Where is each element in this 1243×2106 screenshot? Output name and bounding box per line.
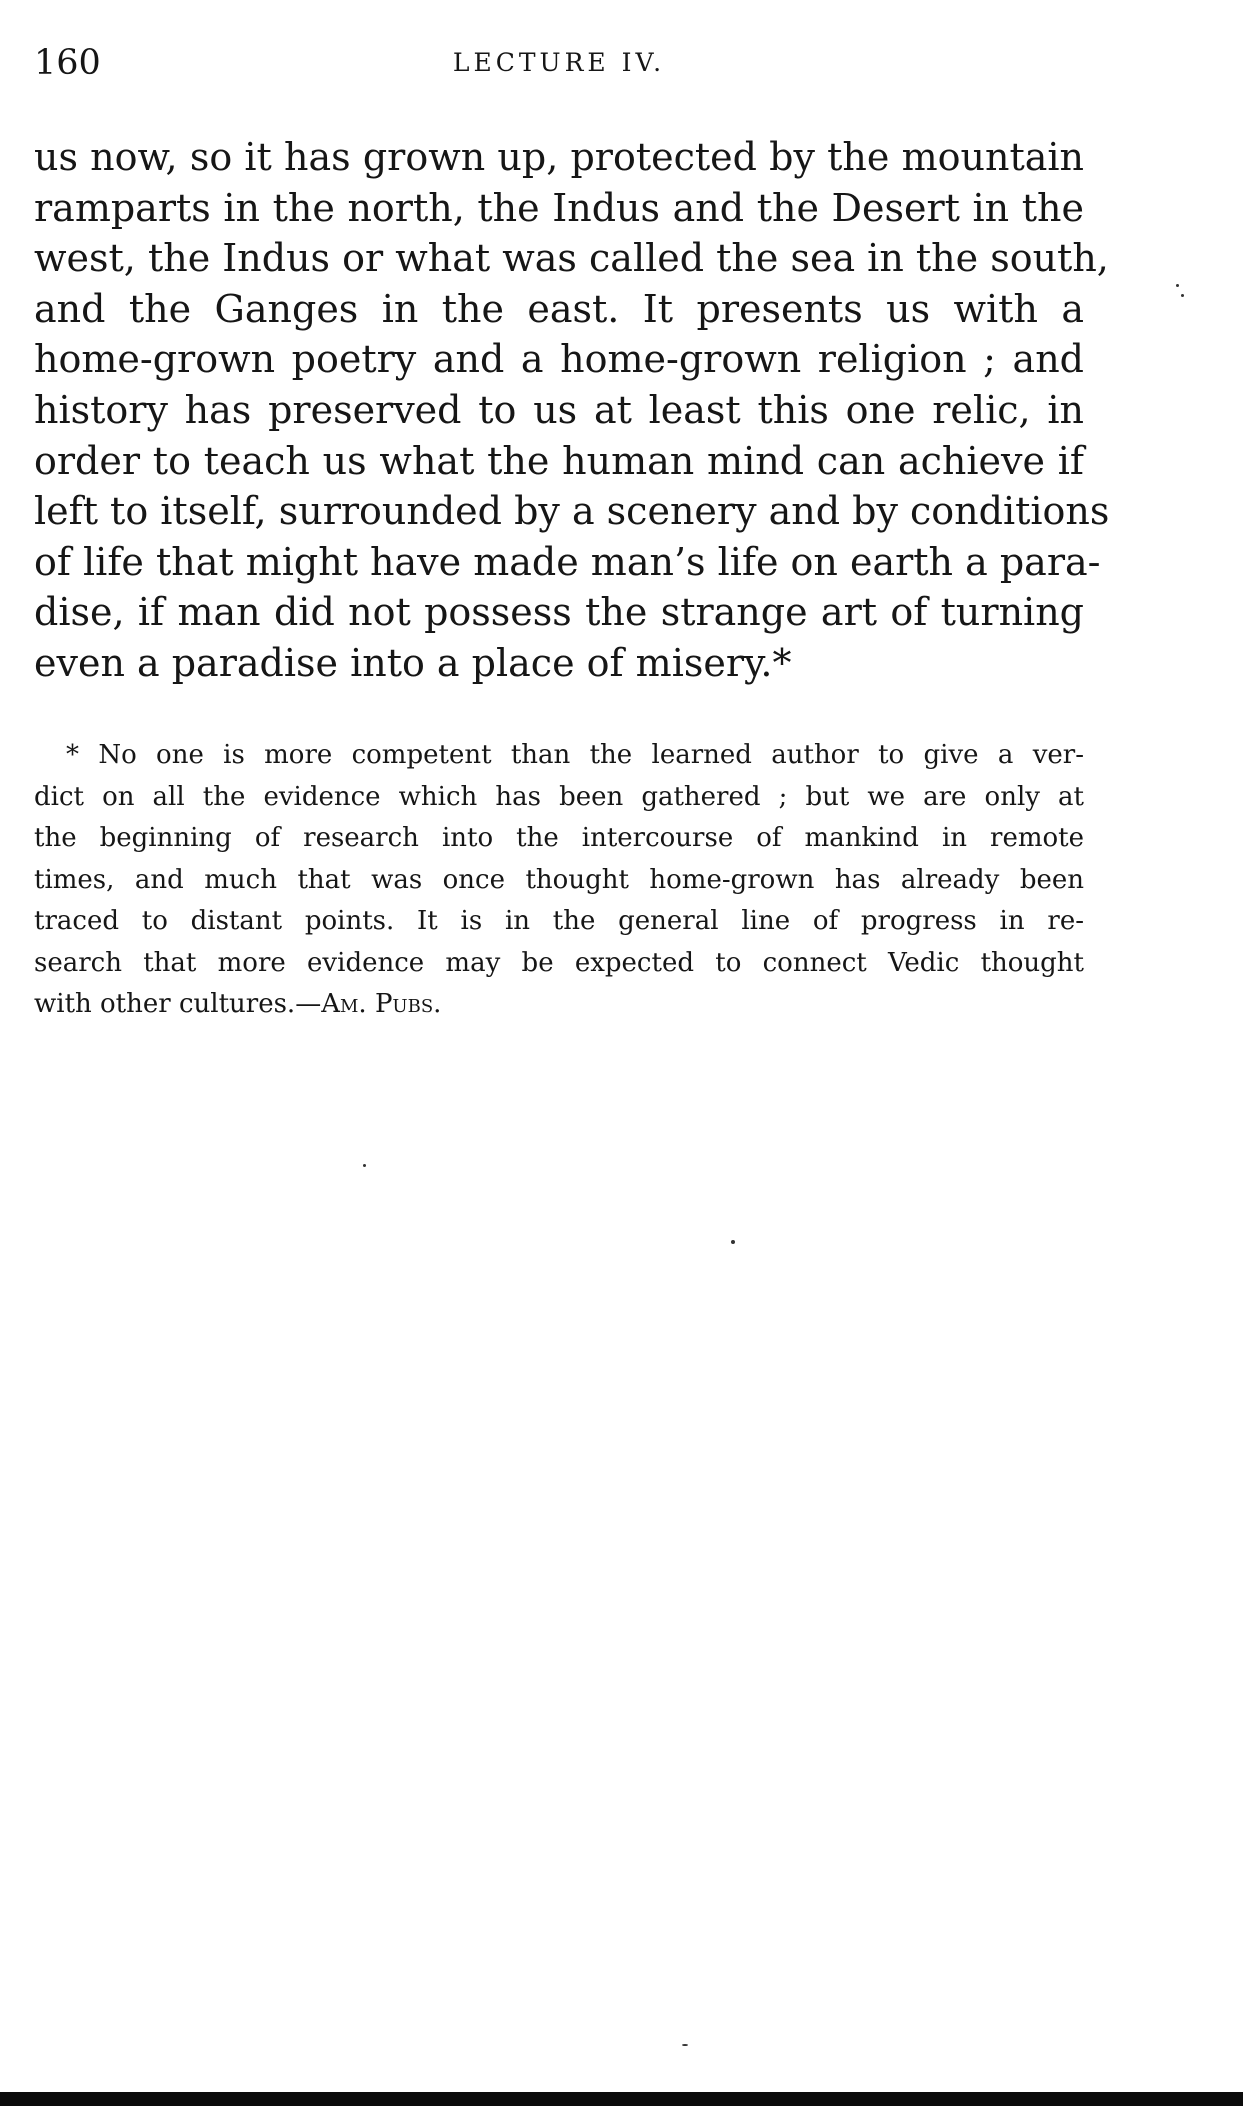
body-line: even a paradise into a place of misery.* xyxy=(34,640,792,685)
footnote-line: times, and much that was once thought home-grown has already been xyxy=(34,864,1084,895)
footnote-line: * No one is more competent than the learned author to give a ver- xyxy=(66,740,1084,770)
footnote-line: search that more evidence may be expected to connect Vedic thought xyxy=(34,947,1084,978)
body-line: left to itself, surrounded by a scenery and by conditions xyxy=(34,489,1110,534)
body-line: dise, if man did not possess the strange art of turning xyxy=(34,590,1084,635)
body-line: home-grown poetry and a home-grown religion ; and xyxy=(34,337,1084,382)
body-line: of life that might have made man’s life on earth a para- xyxy=(34,539,1101,584)
scan-speck xyxy=(682,2044,688,2046)
bottom-border xyxy=(0,2092,1243,2106)
footnote-line: the beginning of research into the intercourse of mankind in remote xyxy=(34,823,1084,853)
footnote xyxy=(34,735,1084,1026)
scan-speck xyxy=(1181,294,1184,297)
footnote-attribution: Am. Pubs. xyxy=(321,989,442,1019)
scan-speck xyxy=(1176,284,1179,287)
body-line: west, the Indus or what was called the sea in the south, xyxy=(34,236,1109,281)
page-number: 160 xyxy=(34,43,101,83)
footnote-last-line xyxy=(34,984,1084,1026)
body-line: order to teach us what the human mind can achieve if xyxy=(34,438,1084,483)
page-header xyxy=(34,38,1084,88)
body-line: and the Ganges in the east. It presents us with a xyxy=(34,286,1084,331)
running-head: LECTURE IV. xyxy=(452,48,666,77)
footnote-line: traced to distant points. It is in the general line of progress in re- xyxy=(34,906,1084,936)
body-line: us now, so it has grown up, protected by the mountain xyxy=(34,135,1084,179)
body-line: ramparts in the north, the Indus and the Desert in the xyxy=(34,185,1084,230)
footnote-line: dict on all the evidence which has been gathered ; but we are only at xyxy=(34,781,1084,812)
scan-speck xyxy=(363,1164,366,1167)
body-line: history has preserved to us at least this one relic, in xyxy=(34,387,1084,432)
scan-speck xyxy=(731,1240,735,1244)
body-paragraph xyxy=(34,132,1110,689)
footnote-last-line-text: with other cultures.— xyxy=(34,989,322,1019)
